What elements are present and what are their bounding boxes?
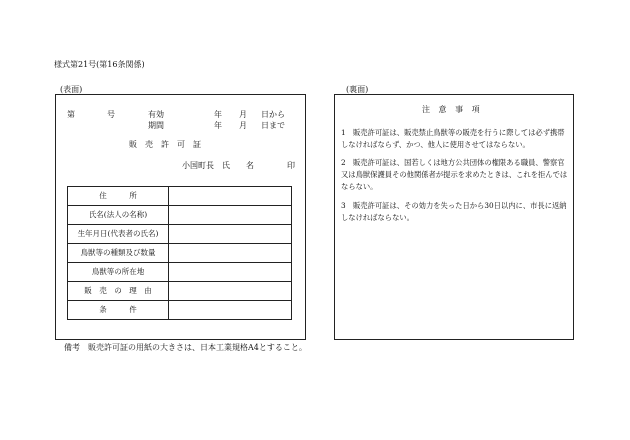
date-from-day: 日から <box>261 110 285 119</box>
row-label: 販 売 の 理 由 <box>68 282 169 301</box>
row-value-field[interactable] <box>169 282 292 301</box>
issuer-name: 小国町長 氏 名 <box>182 161 254 170</box>
note-text: 販売許可証は、国若しくは地方公共団体の権限ある職員、警察官又は鳥獣保護員その他関係者が提示を求めたときは、これを拒んではならない。 <box>341 158 568 191</box>
row-value-field[interactable] <box>169 301 292 320</box>
permit-number-suffix: 号 <box>107 110 115 119</box>
permit-info-table <box>67 186 292 320</box>
validity-sub-label: 期間 <box>148 121 164 130</box>
permit-number-prefix: 第 <box>67 110 75 119</box>
note-number: 2 <box>341 158 346 167</box>
seal-mark: 印 <box>287 161 295 170</box>
front-side-label: (表面) <box>60 85 83 94</box>
date-to-day: 日まで <box>261 121 285 130</box>
note-item <box>341 200 569 224</box>
table-row <box>68 263 292 282</box>
row-value-field[interactable] <box>169 187 292 206</box>
permit-title: 販 売 許 可 証 <box>129 140 201 149</box>
date-to-month: 月 <box>239 121 247 130</box>
date-to-year: 年 <box>214 121 222 130</box>
note-text: 販売許可証は、その効力を失った日から30日以内に、市長に返納しなければならない。 <box>341 201 567 222</box>
row-label: 鳥獣等の種類及び数量 <box>68 244 169 263</box>
validity-label: 有効 <box>148 110 164 119</box>
row-label: 住 所 <box>68 187 169 206</box>
notes-title: 注 意 事 項 <box>422 105 483 114</box>
date-from-month: 月 <box>239 110 247 119</box>
table-row <box>68 282 292 301</box>
note-text: 販売許可証は、販売禁止鳥獣等の販売を行うに際しては必ず携帯しなければならず、かつ、他人に使用させてはならない。 <box>341 128 565 149</box>
table-row <box>68 301 292 320</box>
back-side-label: (裏面) <box>346 85 369 94</box>
row-label: 生年月日(代表者の氏名) <box>68 225 169 244</box>
row-value-field[interactable] <box>169 263 292 282</box>
note-item <box>341 157 569 193</box>
row-value-field[interactable] <box>169 244 292 263</box>
row-label: 氏名(法人の名称) <box>68 206 169 225</box>
note-item <box>341 127 569 151</box>
note-number: 1 <box>341 128 346 137</box>
table-row <box>68 187 292 206</box>
date-from-year: 年 <box>214 110 222 119</box>
row-label: 条 件 <box>68 301 169 320</box>
row-value-field[interactable] <box>169 206 292 225</box>
table-row <box>68 225 292 244</box>
table-row <box>68 244 292 263</box>
table-row <box>68 206 292 225</box>
remark-note: 備考 販売許可証の用紙の大きさは、日本工業規格A4とすること。 <box>64 343 307 352</box>
form-title: 様式第21号(第16条関係) <box>54 60 145 69</box>
row-label: 鳥獣等の所在地 <box>68 263 169 282</box>
row-value-field[interactable] <box>169 225 292 244</box>
note-number: 3 <box>341 201 346 210</box>
